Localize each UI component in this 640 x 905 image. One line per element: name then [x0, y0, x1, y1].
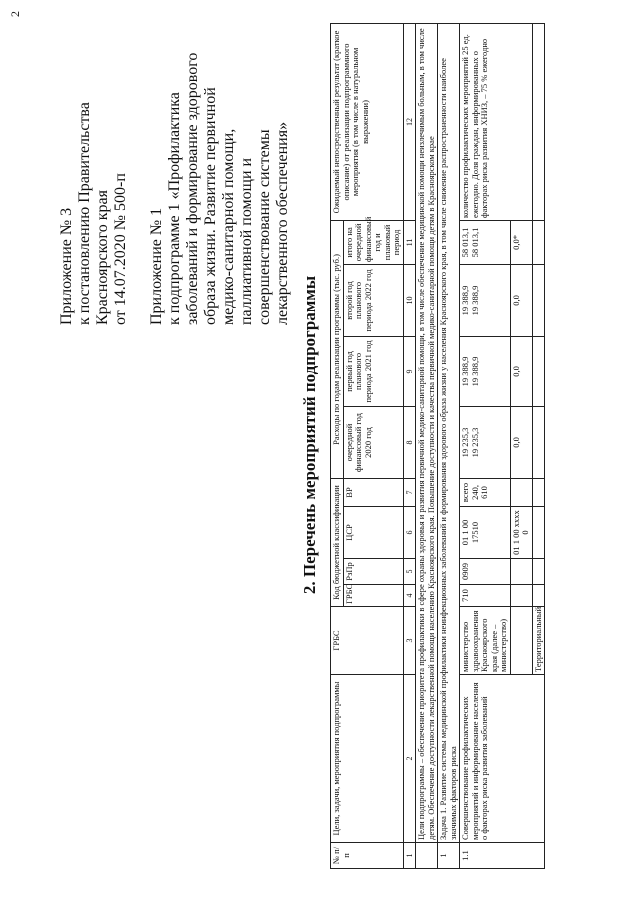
- appendix-line: Приложение № 3: [58, 207, 75, 325]
- appendix-line: к постановлению Правительства: [76, 102, 93, 325]
- activities-table: [330, 23, 545, 869]
- value-2021: [460, 336, 511, 406]
- section-title: 2. Перечень мероприятий подпрограммы: [300, 275, 319, 595]
- value-2020: 0,0: [510, 406, 532, 478]
- appendix-line: от 14.07.2020 № 500-п: [112, 173, 129, 325]
- task-text: Задача 1. Развитие системы медицинской профилактики неинфекционных заболеваний и формирования здорового образа жизни у населения Красноярского края, в том числе снижение распространенности наиболее значимых факторов риска: [438, 23, 460, 842]
- value-2020-total: 19 235,3: [460, 427, 470, 458]
- csr-code: 01 1 00 17510: [460, 507, 511, 559]
- vr-total-label: всего: [460, 482, 470, 503]
- col-number: 2: [403, 675, 416, 843]
- header-2020: очередной финансовый год 2020 год: [343, 406, 403, 478]
- empty-cell: [532, 507, 545, 559]
- appendix-line: Приложение № 1: [148, 207, 165, 325]
- value-sum: [460, 220, 511, 264]
- task-row: [438, 23, 460, 868]
- vr-code: [460, 478, 511, 506]
- empty-cell: [532, 559, 545, 585]
- header-budget-code: Код бюджетной классификации: [331, 478, 344, 606]
- page-number: 2: [8, 11, 22, 17]
- appendix-line: к подпрограмме 1 «Профилактика: [166, 92, 183, 325]
- appendix-line: заболеваний и формирование здорового: [184, 52, 201, 325]
- col-number: 1: [403, 843, 416, 869]
- goal-num-cell: [416, 843, 438, 869]
- appendix-line: образа жизни. Развитие первичной: [202, 87, 219, 325]
- header-grbs: ГРБС: [331, 607, 404, 675]
- vr-value: 240, 610: [469, 485, 489, 500]
- activity-row-main: [460, 23, 511, 868]
- empty-cell: [532, 220, 545, 264]
- value-2020: [460, 406, 511, 478]
- col-number: 8: [403, 406, 416, 478]
- appendix-line: Красноярского края: [94, 190, 111, 325]
- activity-num: 1.1: [460, 843, 545, 869]
- col-number: 4: [403, 585, 416, 607]
- header-expenses: Расходы по годам реализации программы (тыс. руб.): [331, 220, 344, 478]
- value-2021-total: 19 388,9: [460, 356, 470, 387]
- col-number: 12: [403, 23, 416, 220]
- header-vr: ВР: [343, 478, 403, 506]
- appendix-gap: [130, 25, 148, 325]
- value-2022-total: 19 388,9: [460, 285, 470, 316]
- rzpr-code: [510, 559, 532, 585]
- col-number: 7: [403, 478, 416, 506]
- col-number: 3: [403, 607, 416, 675]
- grbs-name: [510, 607, 532, 675]
- empty-cell: [532, 585, 545, 607]
- header-rzpr: РзПр: [343, 559, 403, 585]
- column-number-row: [403, 23, 416, 868]
- col-number: 5: [403, 559, 416, 585]
- expected-result: количество профилактических мероприятий 25 ед. ежегодно. Доля граждан, информированных о факторах риска развития ХНИЗ, – 75 % ежегодно: [460, 23, 533, 220]
- col-number: 11: [403, 220, 416, 264]
- value-2022: [460, 264, 511, 336]
- value-2021-row: 19 388,9: [469, 356, 480, 387]
- header-2021: первый год планового периода 2021 год: [343, 336, 403, 406]
- col-number: 9: [403, 336, 416, 406]
- rzpr-code: 0909: [460, 559, 511, 585]
- goal-text: Цели подпрограммы – обеспечение приоритета профилактики в сфере охраны здоровья и развития первичной медико-санитарной помощи, в том числе обеспечение медицинской помощи неизлечимым больным, в том числе детям. Обеспечение доступности лекарственной помощи населению Красноярского края. Повышение доступности и качества первичной медико-санитарной помощи детям в Красноярском крае: [416, 23, 438, 842]
- col-number: 10: [403, 264, 416, 336]
- header-num: № п/п: [331, 843, 404, 869]
- grbs-code: [510, 585, 532, 607]
- csr-code: 01 1 00 xxxx 0: [510, 507, 532, 559]
- appendix-line: паллиативной помощи и: [238, 157, 255, 325]
- territorial-label: Территориальный: [532, 607, 545, 675]
- header-2022: второй год планового периода 2022 год: [343, 264, 403, 336]
- col-number: 6: [403, 507, 416, 559]
- empty-cell: [532, 23, 545, 220]
- empty-cell: [532, 264, 545, 336]
- appendix-line: совершенствование системы: [256, 129, 273, 325]
- activity-name: Совершенствование профилактических мероприятий и информирование населения о факторах риска развития заболеваний: [460, 675, 545, 843]
- value-sum-total: 58 013,1: [460, 227, 470, 258]
- appendix-line: медико-санитарной помощи,: [220, 128, 237, 325]
- value-2021: 0,0: [510, 336, 532, 406]
- header-goals: Цели, задачи, мероприятия подпрограммы: [331, 675, 404, 843]
- header-row: [331, 23, 344, 868]
- header-result: Ожидаемый непосредственный результат (краткое описание) от реализации подпрограммного мероприятия (в том числе в натуральном выражении): [331, 23, 404, 220]
- goal-row: [416, 23, 438, 868]
- header-grbs-short: ГРБС: [343, 585, 403, 607]
- value-sum: 0,0*: [510, 220, 532, 264]
- value-2020-row: 19 235,3: [469, 427, 480, 458]
- value-sum-row: 58 013,1: [469, 227, 480, 258]
- vr-code: [510, 478, 532, 506]
- empty-cell: [532, 478, 545, 506]
- header-csr: ЦСР: [343, 507, 403, 559]
- header-total: итого на очередной финансовый год и плановый период: [343, 220, 403, 264]
- appendix-block: [58, 25, 292, 325]
- empty-cell: [532, 336, 545, 406]
- empty-cell: [532, 406, 545, 478]
- grbs-name: министерство здравоохранения Красноярского края (далее – министерство): [460, 607, 511, 675]
- appendix-line: лекарственного обеспечения»: [274, 121, 291, 325]
- value-2022-row: 19 388,9: [469, 285, 480, 316]
- grbs-code: 710: [460, 585, 511, 607]
- value-2022: 0,0: [510, 264, 532, 336]
- task-num: 1: [438, 843, 460, 869]
